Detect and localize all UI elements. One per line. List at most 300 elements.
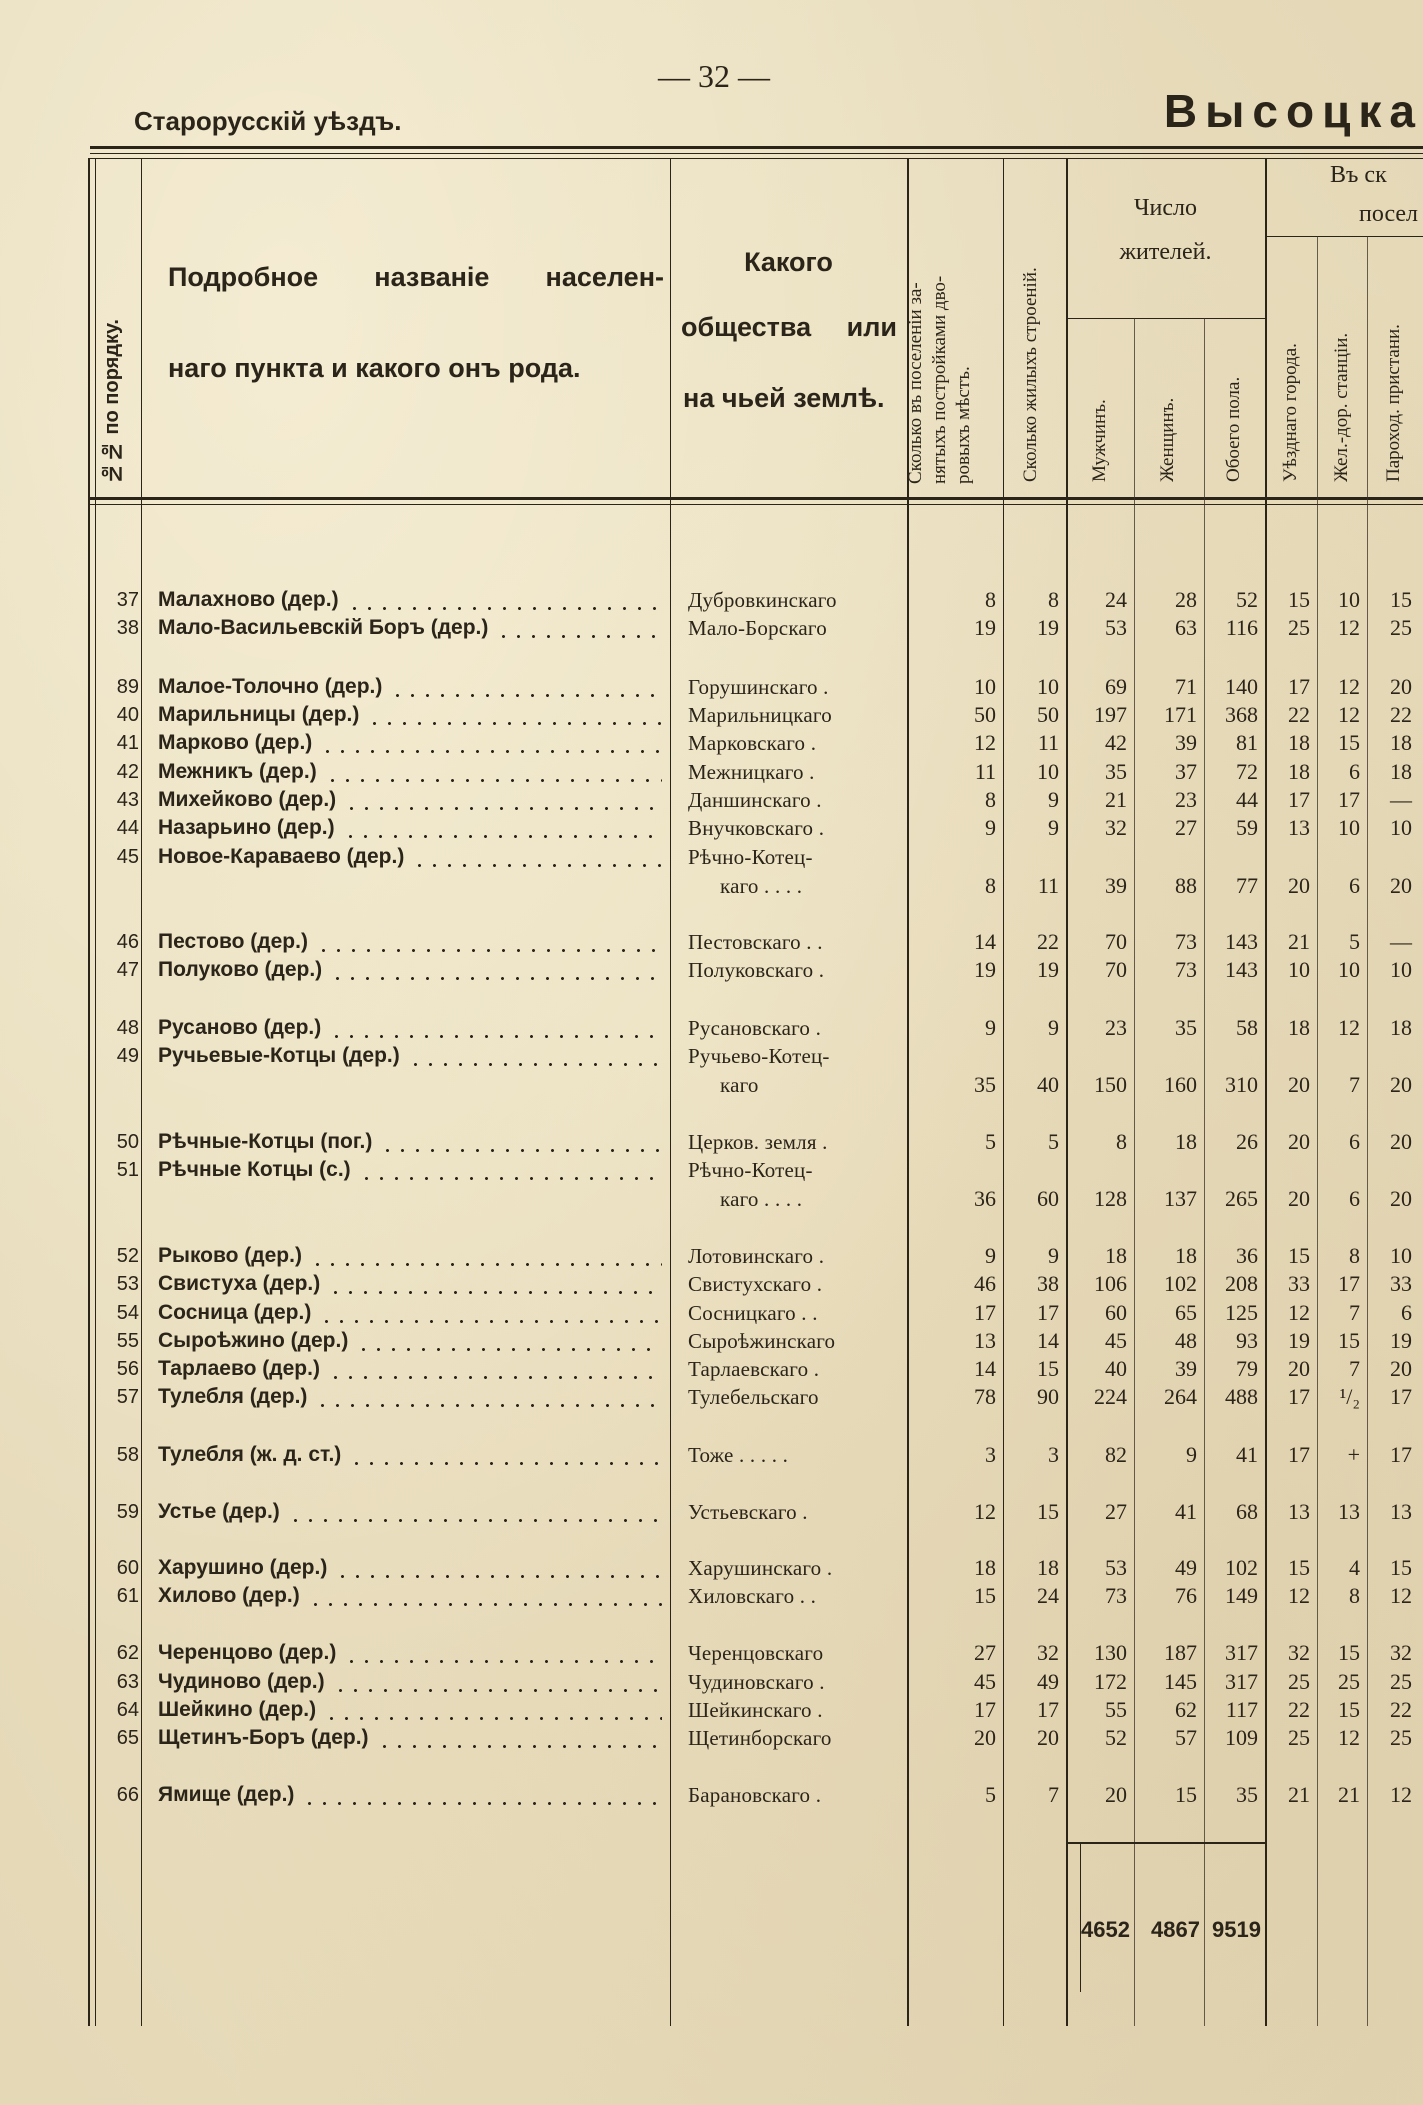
row-60-town: 15 [1288,1555,1310,1580]
row-55-both: 93 [1236,1328,1258,1353]
place-name: Хилово (дер.) [158,1584,300,1607]
row-48-name [158,1014,662,1042]
row-46-men: 70 [1105,929,1127,954]
frame-left-outer [88,158,90,2026]
row-51-rail: 6 [1349,1186,1360,1211]
place-name: Устье (дер.) [158,1500,280,1523]
row-40-number: 40 [116,704,139,726]
row-63-women: 145 [1164,1669,1197,1694]
header-pier-label: Пароход. пристани. [1383,324,1404,482]
row-47-b: 19 [1037,957,1059,982]
row-50-name [158,1128,662,1156]
header-place-line2: наго пункта и какого онъ рода. [168,353,581,383]
row-66-town: 21 [1288,1782,1310,1807]
row-46-a: 14 [974,929,996,954]
row-53-a: 46 [974,1271,996,1296]
row-63-rail: 25 [1338,1669,1360,1694]
row-53-both: 208 [1225,1271,1258,1296]
row-37-b: 8 [1048,587,1059,612]
row-40-both: 368 [1225,702,1258,727]
row-45-society-line2: каго . . . . [720,874,803,898]
row-53-name [158,1270,662,1298]
row-63-society-line1: Чудиновскаго . [688,1670,825,1694]
row-57-both: 488 [1225,1384,1258,1409]
row-50-women: 18 [1175,1129,1197,1154]
row-40-b: 50 [1037,702,1059,727]
row-38-town: 25 [1288,615,1310,640]
row-40-a: 50 [974,702,996,727]
row-65-number: 65 [116,1727,139,1749]
row-38-pier: 25 [1390,615,1412,640]
row-49-both: 310 [1225,1072,1258,1097]
row-38-name [158,614,662,642]
place-name: Шейкино (дер.) [158,1698,317,1721]
dot-leader [343,814,662,842]
row-64-number: 64 [116,1699,139,1721]
place-name: Новое-Караваево (дер.) [158,845,405,868]
row-43-a: 8 [985,787,996,812]
row-49-number: 49 [116,1045,139,1067]
dot-leader [356,1327,662,1355]
header-society-line1: Какого [744,247,833,277]
row-44-society-line1: Внучковскаго . [688,816,825,840]
row-64-name [158,1696,662,1724]
row-62-society-line1: Черенцовскаго [688,1641,824,1665]
row-51-b: 60 [1037,1186,1059,1211]
dot-leader [344,786,662,814]
dot-leader [324,1696,662,1724]
row-65-women: 57 [1175,1725,1197,1750]
place-name: Русаново (дер.) [158,1016,322,1039]
dot-leader [316,928,662,956]
header-both-label: Обоего пола. [1223,376,1244,482]
place-name: Тарлаево (дер.) [158,1357,320,1380]
row-41-both: 81 [1236,730,1258,755]
header-place-line1: Подробное названіе населен- [168,262,664,292]
row-54-b: 17 [1037,1300,1059,1325]
place-name: Полуково (дер.) [158,958,323,981]
header-bottom-rule [90,497,1423,500]
row-53-number: 53 [116,1273,139,1295]
place-name: Ручьевые-Котцы (дер.) [158,1044,400,1067]
row-49-name [158,1042,662,1070]
row-57-name [158,1383,662,1411]
row-62-both: 317 [1225,1640,1258,1665]
row-50-a: 5 [985,1129,996,1154]
row-41-men: 42 [1105,730,1127,755]
row-44-town: 13 [1288,815,1310,840]
row-42-men: 35 [1105,759,1127,784]
row-59-rail: 13 [1338,1499,1360,1524]
row-51-society-line2: каго . . . . [720,1187,803,1211]
row-40-women: 171 [1164,702,1197,727]
row-59-pier: 13 [1390,1499,1412,1524]
row-44-pier: 10 [1390,815,1412,840]
region-title: Высоцка [1163,85,1423,137]
row-53-men: 106 [1094,1271,1127,1296]
row-51-town: 20 [1288,1186,1310,1211]
row-63-a: 45 [974,1669,996,1694]
district-title: Старорусскій уѣздъ. [134,106,402,136]
dot-leader [288,1498,662,1526]
row-62-men: 130 [1094,1640,1127,1665]
row-58-rail: + [1347,1442,1360,1467]
row-43-women: 23 [1175,787,1197,812]
row-61-society-line1: Хиловскаго . . [688,1584,817,1608]
header-women [1156,340,1180,482]
row-46-both: 143 [1225,929,1258,954]
row-44-both: 59 [1236,815,1258,840]
dot-leader [347,586,662,614]
row-42-both: 72 [1236,759,1258,784]
place-name: Марильницы (дер.) [158,703,360,726]
row-52-men: 18 [1105,1243,1127,1268]
row-63-name [158,1668,662,1696]
row-60-pier: 15 [1390,1555,1412,1580]
row-60-b: 18 [1037,1555,1059,1580]
row-49-pier: 20 [1390,1072,1412,1097]
place-name: Рыково (дер.) [158,1244,302,1267]
row-43-society-line1: Даншинскаго . [688,788,822,812]
row-48-rail: 12 [1338,1015,1360,1040]
dot-leader [329,1014,662,1042]
row-56-women: 39 [1175,1356,1197,1381]
row-63-b: 49 [1037,1669,1059,1694]
row-47-both: 143 [1225,957,1258,982]
row-58-both: 41 [1236,1442,1258,1467]
row-45-a: 8 [985,873,996,898]
row-41-name [158,729,662,757]
header-inhabitants-line1: Число [1133,195,1198,221]
row-45-society-line1: Рѣчно-Котец- [688,845,813,869]
row-51-women: 137 [1164,1186,1197,1211]
row-52-women: 18 [1175,1243,1197,1268]
row-59-society-line1: Устьевскаго . [688,1500,808,1524]
row-42-name [158,758,662,786]
row-42-a: 11 [974,759,996,784]
row-47-number: 47 [116,959,139,981]
row-42-b: 10 [1037,759,1059,784]
row-42-society-line1: Межницкаго . [688,760,815,784]
row-57-a: 78 [974,1384,996,1409]
row-62-b: 32 [1037,1640,1059,1665]
row-46-rail: 5 [1349,929,1360,954]
row-52-pier: 10 [1390,1243,1412,1268]
dot-leader [308,1582,662,1610]
row-46-town: 21 [1288,929,1310,954]
row-60-society-line1: Харушинскаго . [688,1556,833,1580]
place-name: Черенцово (дер.) [158,1641,337,1664]
row-66-both: 35 [1236,1782,1258,1807]
row-62-rail: 15 [1338,1640,1360,1665]
header-rail [1330,246,1354,482]
row-54-a: 17 [974,1300,996,1325]
row-45-number: 45 [116,846,139,868]
row-64-women: 62 [1175,1697,1197,1722]
row-41-a: 12 [974,730,996,755]
dot-leader [390,673,662,701]
row-55-town: 19 [1288,1328,1310,1353]
col-line-men [1134,318,1135,2026]
dot-leader [496,614,662,642]
row-60-both: 102 [1225,1555,1258,1580]
row-53-pier: 33 [1390,1271,1412,1296]
place-name: Тулебля (ж. д. ст.) [158,1443,342,1466]
row-41-pier: 18 [1390,730,1412,755]
header-society-line2: общества или [681,312,897,342]
row-57-number: 57 [116,1386,139,1408]
dot-leader [302,1781,662,1809]
row-89-number: 89 [116,676,139,698]
row-56-a: 14 [974,1356,996,1381]
row-43-both: 44 [1236,787,1258,812]
row-49-men: 150 [1094,1072,1127,1097]
row-61-women: 76 [1175,1583,1197,1608]
dot-leader [325,758,662,786]
row-43-b: 9 [1048,787,1059,812]
row-50-number: 50 [116,1131,139,1153]
col-line-women [1204,318,1205,2026]
row-52-name [158,1242,662,1270]
row-57-rail: ¹/₂ [1339,1384,1360,1409]
row-66-name [158,1781,662,1809]
row-55-women: 48 [1175,1328,1197,1353]
header-buildings [1019,164,1043,482]
row-50-b: 5 [1048,1129,1059,1154]
row-37-women: 28 [1175,587,1197,612]
row-58-a: 3 [985,1442,996,1467]
place-name: Малахново (дер.) [158,588,339,611]
place-name: Сыроѣжино (дер.) [158,1329,349,1352]
row-59-town: 13 [1288,1499,1310,1524]
row-55-society-line1: Сыроѣжинскаго [688,1329,836,1353]
row-48-number: 48 [116,1017,139,1039]
dot-leader [359,1156,662,1184]
place-name: Межникъ (дер.) [158,760,317,783]
row-64-men: 55 [1105,1697,1127,1722]
row-44-men: 32 [1105,815,1127,840]
row-48-men: 23 [1105,1015,1127,1040]
row-59-both: 68 [1236,1499,1258,1524]
row-37-both: 52 [1236,587,1258,612]
row-61-both: 149 [1225,1583,1258,1608]
row-45-pier: 20 [1390,873,1412,898]
row-54-town: 12 [1288,1300,1310,1325]
header-distance-line1: Въ ск [1330,162,1387,188]
row-58-town: 17 [1288,1442,1310,1467]
row-58-society-line1: Тоже . . . . . [688,1443,789,1467]
row-65-pier: 25 [1390,1725,1412,1750]
row-66-pier: 12 [1390,1782,1412,1807]
row-48-town: 18 [1288,1015,1310,1040]
row-89-men: 69 [1105,674,1127,699]
row-46-name [158,928,662,956]
row-46-b: 22 [1037,929,1059,954]
header-plots-line2: нятыхъ постройками дво- [929,275,950,484]
row-49-society-line2: каго [720,1073,759,1097]
row-66-women: 15 [1175,1782,1197,1807]
header-plots-line3: ровыхъ мѣстъ. [953,366,974,484]
header-rule-thin [90,153,1423,154]
row-37-number: 37 [116,589,139,611]
row-56-number: 56 [116,1358,139,1380]
row-57-pier: 17 [1390,1384,1412,1409]
distance-subrule [1265,236,1423,237]
row-52-society-line1: Лотовинскаго . [688,1244,825,1268]
row-89-a: 10 [974,674,996,699]
place-name: Мало-Васильевскій Боръ (дер.) [158,616,489,639]
row-55-pier: 19 [1390,1328,1412,1353]
row-47-pier: 10 [1390,957,1412,982]
row-38-rail: 12 [1338,615,1360,640]
row-37-a: 8 [985,587,996,612]
row-38-women: 63 [1175,615,1197,640]
row-51-number: 51 [116,1159,139,1181]
dot-leader [412,843,662,871]
row-56-b: 15 [1037,1356,1059,1381]
row-45-men: 39 [1105,873,1127,898]
row-37-rail: 10 [1338,587,1360,612]
row-43-rail: 17 [1338,787,1360,812]
row-41-b: 11 [1037,730,1059,755]
row-50-pier: 20 [1390,1129,1412,1154]
row-64-society-line1: Шейкинскаго . [688,1698,823,1722]
row-37-men: 24 [1105,587,1127,612]
row-56-both: 79 [1236,1356,1258,1381]
header-men-label: Мужчинъ. [1089,399,1110,482]
row-54-pier: 6 [1401,1300,1412,1325]
dot-leader [367,701,662,729]
row-56-town: 20 [1288,1356,1310,1381]
row-59-women: 41 [1175,1499,1197,1524]
dot-leader [333,1668,662,1696]
row-37-pier: 15 [1390,587,1412,612]
row-42-number: 42 [116,761,139,783]
header-plots-line1: Сколько въ поселеніи за- [905,282,926,484]
row-53-b: 38 [1037,1271,1059,1296]
dot-leader [319,1299,662,1327]
row-89-name [158,673,662,701]
dot-leader [328,1270,662,1298]
row-65-society-line1: Щетинборскаго [688,1726,832,1750]
row-47-town: 10 [1288,957,1310,982]
row-55-a: 13 [974,1328,996,1353]
row-45-name [158,843,662,871]
row-40-society-line1: Марильницкаго [688,703,832,727]
row-89-rail: 12 [1338,674,1360,699]
row-49-women: 160 [1164,1072,1197,1097]
row-44-women: 27 [1175,815,1197,840]
row-52-town: 15 [1288,1243,1310,1268]
row-66-number: 66 [116,1784,139,1806]
row-61-rail: 8 [1349,1583,1360,1608]
row-52-number: 52 [116,1245,139,1267]
row-51-men: 128 [1094,1186,1127,1211]
row-53-women: 102 [1164,1271,1197,1296]
row-66-b: 7 [1048,1782,1059,1807]
row-66-a: 5 [985,1782,996,1807]
row-52-rail: 8 [1349,1243,1360,1268]
row-42-pier: 18 [1390,759,1412,784]
header-num [100,262,124,484]
row-38-men: 53 [1105,615,1127,640]
place-name: Харушино (дер.) [158,1556,328,1579]
total-women: 4867 [1151,1917,1200,1942]
row-41-women: 39 [1175,730,1197,755]
row-49-rail: 7 [1349,1072,1360,1097]
row-38-b: 19 [1037,615,1059,640]
row-55-rail: 15 [1338,1328,1360,1353]
row-64-b: 17 [1037,1697,1059,1722]
dot-leader [315,1383,662,1411]
row-62-number: 62 [116,1642,139,1664]
row-54-men: 60 [1105,1300,1127,1325]
row-51-name [158,1156,662,1184]
dot-leader [310,1242,662,1270]
header-bottom-rule-2 [90,504,1423,505]
row-38-number: 38 [116,617,139,639]
row-47-a: 19 [974,957,996,982]
row-50-society-line1: Церков. земля . [688,1130,828,1154]
row-61-town: 12 [1288,1583,1310,1608]
row-46-society-line1: Пестовскаго . . [688,930,823,954]
row-61-pier: 12 [1390,1583,1412,1608]
row-49-society-line1: Ручьево-Котец- [688,1044,830,1068]
row-58-men: 82 [1105,1442,1127,1467]
row-50-men: 8 [1116,1129,1127,1154]
row-37-name [158,586,662,614]
row-55-men: 45 [1105,1328,1127,1353]
place-name: Ямище (дер.) [158,1783,295,1806]
row-61-b: 24 [1037,1583,1059,1608]
row-40-name [158,701,662,729]
row-57-b: 90 [1037,1384,1059,1409]
header-pier [1382,246,1406,482]
row-57-society-line1: Тулебельскаго [688,1385,819,1409]
row-63-men: 172 [1094,1669,1127,1694]
row-63-pier: 25 [1390,1669,1412,1694]
dot-leader [380,1128,662,1156]
row-58-name [158,1441,662,1469]
row-62-pier: 32 [1390,1640,1412,1665]
row-47-men: 70 [1105,957,1127,982]
row-40-men: 197 [1094,702,1127,727]
dot-leader [328,1355,662,1383]
row-45-b: 11 [1037,873,1059,898]
row-43-number: 43 [116,789,139,811]
row-57-men: 224 [1094,1384,1127,1409]
row-53-society-line1: Свистухскаго . [688,1272,823,1296]
row-65-both: 109 [1225,1725,1258,1750]
row-47-rail: 10 [1338,957,1360,982]
row-64-town: 22 [1288,1697,1310,1722]
row-64-a: 17 [974,1697,996,1722]
header-society-line3: на чьей землѣ. [683,383,885,413]
row-56-men: 40 [1105,1356,1127,1381]
header-inhabitants-line2: жителей. [1119,239,1212,265]
row-57-women: 264 [1164,1384,1197,1409]
row-58-pier: 17 [1390,1442,1412,1467]
row-41-rail: 15 [1338,730,1360,755]
col-line-num [141,158,142,2026]
totals-rule [1066,1842,1265,1844]
row-44-rail: 10 [1338,815,1360,840]
row-46-women: 73 [1175,929,1197,954]
row-62-name [158,1639,662,1667]
row-58-number: 58 [116,1444,139,1466]
row-48-b: 9 [1048,1015,1059,1040]
row-53-rail: 17 [1338,1271,1360,1296]
